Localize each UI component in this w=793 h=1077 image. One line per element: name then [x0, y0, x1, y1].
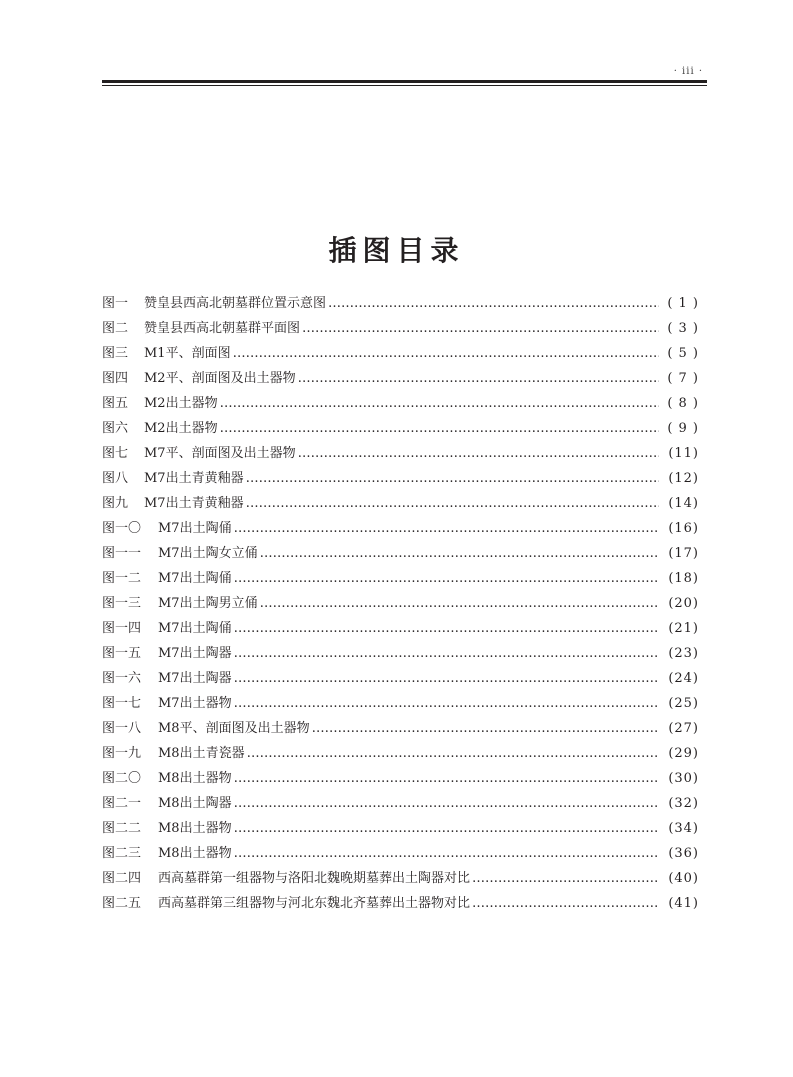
page-reference: (34) [668, 821, 699, 836]
toc-entry [102, 766, 699, 791]
toc-entry [102, 491, 699, 516]
dot-leader [246, 491, 659, 516]
page-title: 插图目录 [328, 233, 465, 267]
toc-entry [102, 841, 699, 866]
dot-leader [234, 641, 659, 666]
toc-entry [102, 816, 699, 841]
dot-leader [260, 541, 659, 566]
figure-list [102, 291, 699, 916]
dot-leader [246, 466, 659, 491]
dot-leader [234, 766, 659, 791]
figure-caption: M7出土器物 [158, 696, 232, 711]
figure-label: 图一二 [102, 571, 142, 586]
figure-caption: M7出土青黄釉器 [144, 496, 244, 511]
toc-entry [102, 666, 699, 691]
figure-label: 图一 [102, 296, 129, 311]
toc-entry [102, 691, 699, 716]
figure-caption: M7出土陶俑 [158, 571, 232, 586]
page-reference: ( 5 ) [667, 346, 699, 361]
dot-leader [234, 791, 659, 816]
figure-caption: M8出土器物 [158, 846, 232, 861]
figure-label: 图二二 [102, 821, 142, 836]
page-reference: ( 9 ) [667, 421, 699, 436]
toc-entry [102, 291, 699, 316]
figure-caption: M7平、剖面图及出土器物 [144, 446, 296, 461]
figure-label: 图二五 [102, 896, 142, 911]
toc-entry [102, 566, 699, 591]
toc-entry [102, 341, 699, 366]
figure-caption: M7出土陶器 [158, 671, 232, 686]
figure-caption: M8出土器物 [158, 771, 232, 786]
figure-caption: M7出土陶器 [158, 646, 232, 661]
figure-caption: 西高墓群第一组器物与洛阳北魏晚期墓葬出土陶器对比 [158, 871, 471, 886]
page-reference: (11) [668, 446, 699, 461]
figure-label: 图五 [102, 396, 129, 411]
dot-leader [234, 616, 659, 641]
figure-caption: M7出土陶俑 [158, 621, 232, 636]
toc-entry [102, 416, 699, 441]
page-reference: (18) [668, 571, 699, 586]
figure-label: 图六 [102, 421, 129, 436]
page-reference: ( 8 ) [667, 396, 699, 411]
figure-label: 图一六 [102, 671, 142, 686]
page-reference: (21) [668, 621, 699, 636]
dot-leader [472, 866, 659, 891]
figure-caption: M8出土陶器 [158, 796, 232, 811]
toc-entry [102, 716, 699, 741]
toc-entry [102, 466, 699, 491]
dot-leader [328, 291, 659, 316]
toc-entry [102, 441, 699, 466]
dot-leader [234, 516, 659, 541]
toc-entry [102, 891, 699, 916]
figure-label: 图一七 [102, 696, 142, 711]
dot-leader [234, 666, 659, 691]
page-reference: (25) [668, 696, 699, 711]
figure-label: 图七 [102, 446, 129, 461]
page-reference: (40) [668, 871, 699, 886]
page-reference: ( 3 ) [667, 321, 699, 336]
dot-leader [234, 816, 659, 841]
figure-caption: M7出土青黄釉器 [144, 471, 244, 486]
figure-caption: M7出土陶俑 [158, 521, 232, 536]
toc-entry [102, 541, 699, 566]
figure-caption: M2平、剖面图及出土器物 [144, 371, 296, 386]
dot-leader [220, 391, 659, 416]
page-reference: (32) [668, 796, 699, 811]
page-reference: ( 1 ) [667, 296, 699, 311]
figure-label: 图一九 [102, 746, 142, 761]
figure-caption: 赞皇县西高北朝墓群平面图 [144, 321, 301, 336]
figure-label: 图二四 [102, 871, 142, 886]
figure-label: 图一五 [102, 646, 142, 661]
figure-caption: M7出土陶女立俑 [158, 546, 258, 561]
toc-entry [102, 366, 699, 391]
figure-caption: M8出土器物 [158, 821, 232, 836]
page-reference: (17) [668, 546, 699, 561]
figure-label: 图四 [102, 371, 129, 386]
dot-leader [234, 691, 659, 716]
page-reference: (20) [668, 596, 699, 611]
page-reference: (27) [668, 721, 699, 736]
toc-entry [102, 391, 699, 416]
dot-leader [234, 841, 659, 866]
figure-label: 图二〇 [102, 771, 142, 786]
figure-label: 图一三 [102, 596, 142, 611]
page-reference: (12) [668, 471, 699, 486]
page-number: · iii · [673, 66, 703, 77]
toc-entry [102, 641, 699, 666]
page-reference: (24) [668, 671, 699, 686]
page-reference: (36) [668, 846, 699, 861]
toc-entry [102, 591, 699, 616]
figure-label: 图三 [102, 346, 129, 361]
figure-label: 图二一 [102, 796, 142, 811]
toc-entry [102, 316, 699, 341]
figure-label: 图八 [102, 471, 129, 486]
toc-entry [102, 741, 699, 766]
dot-leader [247, 741, 659, 766]
figure-label: 图一八 [102, 721, 142, 736]
figure-caption: M8平、剖面图及出土器物 [158, 721, 310, 736]
figure-label: 图二 [102, 321, 129, 336]
dot-leader [298, 441, 659, 466]
page-reference: ( 7 ) [667, 371, 699, 386]
figure-caption: 西高墓群第三组器物与河北东魏北齐墓葬出土器物对比 [158, 896, 471, 911]
figure-caption: M8出土青瓷器 [158, 746, 245, 761]
page-reference: (23) [668, 646, 699, 661]
dot-leader [233, 341, 659, 366]
dot-leader [260, 591, 659, 616]
page-reference: (14) [668, 496, 699, 511]
figure-label: 图九 [102, 496, 129, 511]
page-reference: (29) [668, 746, 699, 761]
dot-leader [298, 366, 659, 391]
toc-entry [102, 791, 699, 816]
dot-leader [220, 416, 659, 441]
figure-caption: 赞皇县西高北朝墓群位置示意图 [144, 296, 327, 311]
figure-caption: M2出土器物 [144, 396, 218, 411]
page-reference: (16) [668, 521, 699, 536]
toc-entry [102, 516, 699, 541]
header-rule-thick [102, 80, 707, 83]
page-reference: (30) [668, 771, 699, 786]
dot-leader [312, 716, 659, 741]
figure-label: 图二三 [102, 846, 142, 861]
figure-caption: M2出土器物 [144, 421, 218, 436]
figure-label: 图一一 [102, 546, 142, 561]
figure-caption: M7出土陶男立俑 [158, 596, 258, 611]
toc-entry [102, 616, 699, 641]
figure-label: 图一四 [102, 621, 142, 636]
figure-caption: M1平、剖面图 [144, 346, 231, 361]
toc-entry [102, 866, 699, 891]
header-rule-thin [102, 85, 707, 86]
dot-leader [302, 316, 659, 341]
page-reference: (41) [668, 896, 699, 911]
dot-leader [472, 891, 659, 916]
figure-label: 图一〇 [102, 521, 142, 536]
dot-leader [234, 566, 659, 591]
